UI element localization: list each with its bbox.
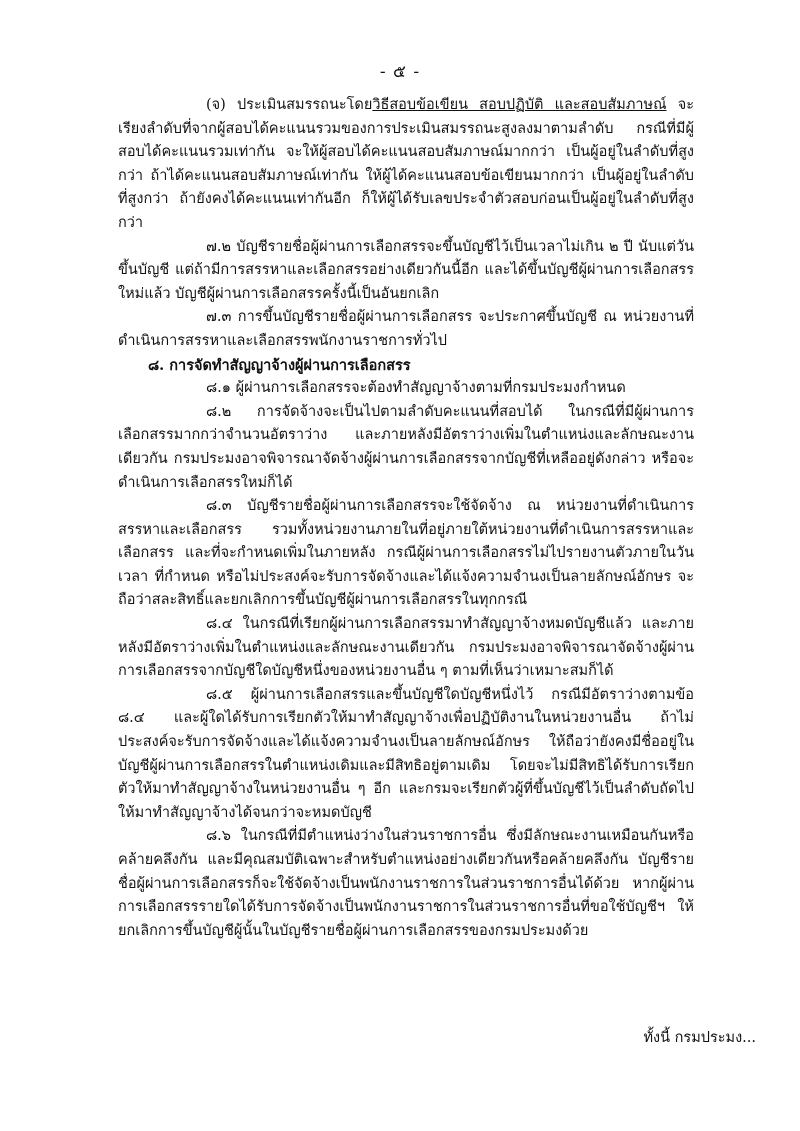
paragraph-7-1-e-rest: จะเรียงลำดับที่จากผู้สอบได้คะแนนรวมของการประเมินสมรรถนะสูงลงมาตามลำดับ กรณีที่มีผู้สอบได้คะแนนรวมเท่ากัน จะให้ผู้สอบได้คะแนนสอบสัมภาษณ์มากกว่า เป็นผู้อยู่ในลำดับที่สูงกว่า ถ้าได้คะแนนสอบสัมภาษณ์เท่ากัน ให้ผู้ได้คะแนนสอบข้อเขียนมากกว่า เป็นผู้อยู่ในลำดับที่สูงกว่า ถ้ายังคงได้คะแนนเท่ากันอีก ก็ให้ผู้ได้รับเลขประจำตัวสอบก่อนเป็นผู้อยู่ในลำดับที่สูงกว่า [118,97,694,231]
assessment-methods-underlined: วิธีสอบข้อเขียน สอบปฏิบัติ และสอบสัมภาษณ์ [372,97,667,113]
body-text [118,94,694,943]
page-number: - ๕ - [379,62,421,82]
paragraph-8-6: ๘.๖ ในกรณีที่มีตำแหน่งว่างในส่วนราชการอื่น ซึ่งมีลักษณะงานเหมือนกันหรือคล้ายคลึงกัน และมีคุณสมบัติเฉพาะสำหรับตำแหน่งอย่างเดียวกันหรือคล้ายคลึงกัน บัญชีรายชื่อผู้ผ่านการเลือกสรรก็จะใช้จัดจ้างเป็นพนักงานราชการในส่วนราชการอื่นได้ด้วย หากผู้ผ่านการเลือกสรรรายใดได้รับการจัดจ้างเป็นพนักงานราชการในส่วนราชการอื่นที่ขอใช้บัญชีฯ ให้ยกเลิกการขึ้นบัญชีผู้นั้นในบัญชีรายชื่อผู้ผ่านการเลือกสรรของกรมประมงด้วย [118,828,694,939]
paragraph-7-1-e-prefix: (จ) ประเมินสมรรถนะโดย [206,97,373,113]
section-8-heading: ๘. การจัดทำสัญญาจ้างผู้ผ่านการเลือกสรร [148,356,411,374]
continuation-note: ทั้งนี้ กรมประมง... [643,1030,756,1046]
paragraph-7-2: ๗.๒ บัญชีรายชื่อผู้ผ่านการเลือกสรรจะขึ้นบัญชีไว้เป็นเวลาไม่เกิน ๒ ปี นับแต่วันขึ้นบัญชี แต่ถ้ามีการสรรหาและเลือกสรรอย่างเดียวกันนี้อีก และได้ขึ้นบัญชีผู้ผ่านการเลือกสรรใหม่แล้ว บัญชีผู้ผ่านการเลือกสรรครั้งนี้เป็นอันยกเลิก [118,238,694,302]
paragraph-7-1-e [118,94,694,236]
paragraph-8-1: ๘.๑ ผู้ผ่านการเลือกสรรจะต้องทำสัญญาจ้างตามที่กรมประมงกำหนด [206,380,626,397]
paragraph-8-2: ๘.๒ การจัดจ้างจะเป็นไปตามลำดับคะแนนที่สอบได้ ในกรณีที่มีผู้ผ่านการเลือกสรรมากกว่าจำนวนอัตราว่าง และภายหลังมีอัตราว่างเพิ่มในตำแหน่งและลักษณะงานเดียวกัน กรมประมงอาจพิจารณาจัดจ้างผู้ผ่านการเลือกสรรจากบัญชีที่เหลืออยู่ดังกล่าว หรือจะดำเนินการเลือกสรรใหม่ก็ได้ [118,403,694,491]
paragraph-8-4: ๘.๔ ในกรณีที่เรียกผู้ผ่านการเลือกสรรมาทำสัญญาจ้างหมดบัญชีแล้ว และภายหลังมีอัตราว่างเพิ่มในตำแหน่งและลักษณะงานเดียวกัน กรมประมงอาจพิจารณาจัดจ้างผู้ผ่านการเลือกสรรจากบัญชีใดบัญชีหนึ่งของหน่วยงานอื่น ๆ ตามที่เห็นว่าเหมาะสมก็ได้ [118,616,694,680]
paragraph-8-5: ๘.๕ ผู้ผ่านการเลือกสรรและขึ้นบัญชีใดบัญชีหนึ่งไว้ กรณีมีอัตราว่างตามข้อ ๘.๔ และผู้ใดได้รับการเรียกตัวให้มาทำสัญญาจ้างเพื่อปฏิบัติงานในหน่วยงานอื่น ถ้าไม่ประสงค์จะรับการจัดจ้างและได้แจ้งความจำนงเป็นลายลักษณ์อักษร ให้ถือว่ายังคงมีชื่ออยู่ในบัญชีผู้ผ่านการเลือกสรรในตำแหน่งเดิมและมีสิทธิอยู่ตามเดิม โดยจะไม่มีสิทธิได้รับการเรียกตัวให้มาทำสัญญาจ้างในหน่วยงานอื่น ๆ อีก และกรมจะเรียกตัวผู้ที่ขึ้นบัญชีไว้เป็นลำดับถัดไปให้มาทำสัญญาจ้างได้จนกว่าจะหมดบัญชี [118,686,694,821]
paragraph-8-3: ๘.๓ บัญชีรายชื่อผู้ผ่านการเลือกสรรจะใช้จัดจ้าง ณ หน่วยงานที่ดำเนินการสรรหาและเลือกสรร รวมทั้งหน่วยงานภายในที่อยู่ภายใต้หน่วยงานที่ดำเนินการสรรหาและเลือกสรร และที่จะกำหนดเพิ่มในภายหลัง กรณีผู้ผ่านการเลือกสรรไม่ไปรายงานตัวภายในวัน เวลา ที่กำหนด หรือไม่ประสงค์จะรับการจัดจ้างและได้แจ้งความจำนงเป็นลายลักษณ์อักษร จะถือว่าสละสิทธิ์และยกเลิกการขึ้นบัญชีผู้ผ่านการเลือกสรรในทุกกรณี [118,498,694,609]
paragraph-7-3: ๗.๓ การขึ้นบัญชีรายชื่อผู้ผ่านการเลือกสรร จะประกาศขึ้นบัญชี ณ หน่วยงานที่ดำเนินการสรรหาและเลือกสรรพนักงานราชการทั่วไป [118,309,694,349]
